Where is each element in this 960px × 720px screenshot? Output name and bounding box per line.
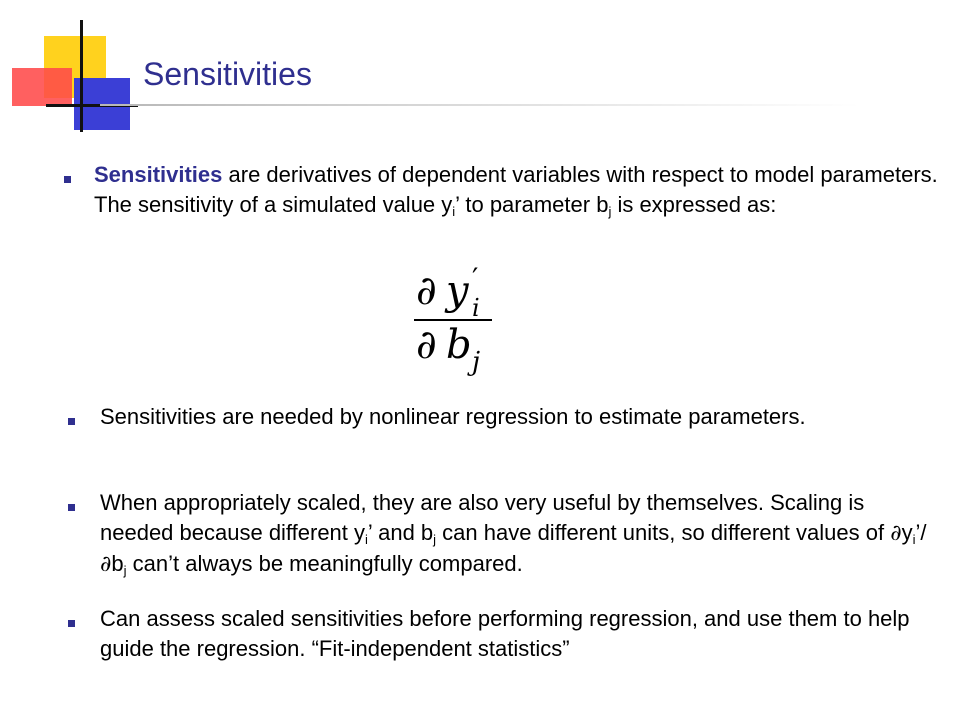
bullet3-text-e: ’/ — [915, 520, 927, 545]
bullet1-text-a: are derivatives of dependent variables with respect to model parameters. The sensitivity of a simulated value y — [94, 162, 938, 217]
bullet3-text-c: can have different units, so different values of — [436, 520, 891, 545]
slide-title: Sensitivities — [143, 56, 312, 92]
bullet-fit-independent: Can assess scaled sensitivities before performing regression, and use them to help guide the regression. “Fit-independent statistics” — [100, 606, 910, 661]
bullet-definition — [94, 160, 940, 220]
numerator-prime: ′ — [472, 262, 479, 295]
subscript-j: j — [123, 563, 127, 578]
slide-logo — [0, 0, 140, 140]
bullet3-text-g: can’t always be meaningfully compared. — [126, 551, 523, 576]
term-sensitivities: Sensitivities — [94, 162, 223, 187]
sensitivity-formula — [412, 258, 508, 378]
numerator-partial: ∂ — [416, 268, 437, 314]
denominator-subscript: j — [472, 347, 481, 377]
logo-red-square — [12, 68, 72, 106]
bullet3-text-b: ’ and b — [367, 520, 434, 545]
bullet3-text-a: When appropriately scaled, they are also very useful by themselves. Scaling is needed because different y — [100, 490, 865, 545]
numerator-variable: y — [446, 268, 469, 314]
bullet1-text-c: is expressed as: — [611, 192, 777, 217]
bullet1-text-b: ’ to parameter b — [455, 192, 609, 217]
title-rule — [100, 104, 860, 106]
bullet-regression-need: Sensitivities are needed by nonlinear regression to estimate parameters. — [100, 404, 806, 429]
logo-vertical-line — [80, 20, 83, 132]
bullet-marker — [68, 418, 75, 425]
bullet3-text-f: b — [111, 551, 124, 576]
subscript-j: j — [608, 204, 612, 219]
partial-symbol: ∂ — [890, 521, 902, 546]
denominator-variable: b — [446, 322, 472, 368]
subscript-j: j — [433, 532, 437, 547]
numerator-subscript: i — [472, 294, 480, 322]
bullet-scaling — [100, 488, 940, 580]
denominator-partial: ∂ — [416, 322, 437, 368]
bullet3-text-d: y — [901, 520, 913, 545]
bullet-marker — [68, 504, 75, 511]
bullet-marker — [64, 176, 71, 183]
subscript-i: i — [452, 204, 456, 219]
subscript-i: i — [365, 532, 368, 547]
bullet-marker — [68, 620, 75, 627]
subscript-i: i — [912, 532, 916, 547]
partial-symbol: ∂ — [100, 552, 112, 577]
